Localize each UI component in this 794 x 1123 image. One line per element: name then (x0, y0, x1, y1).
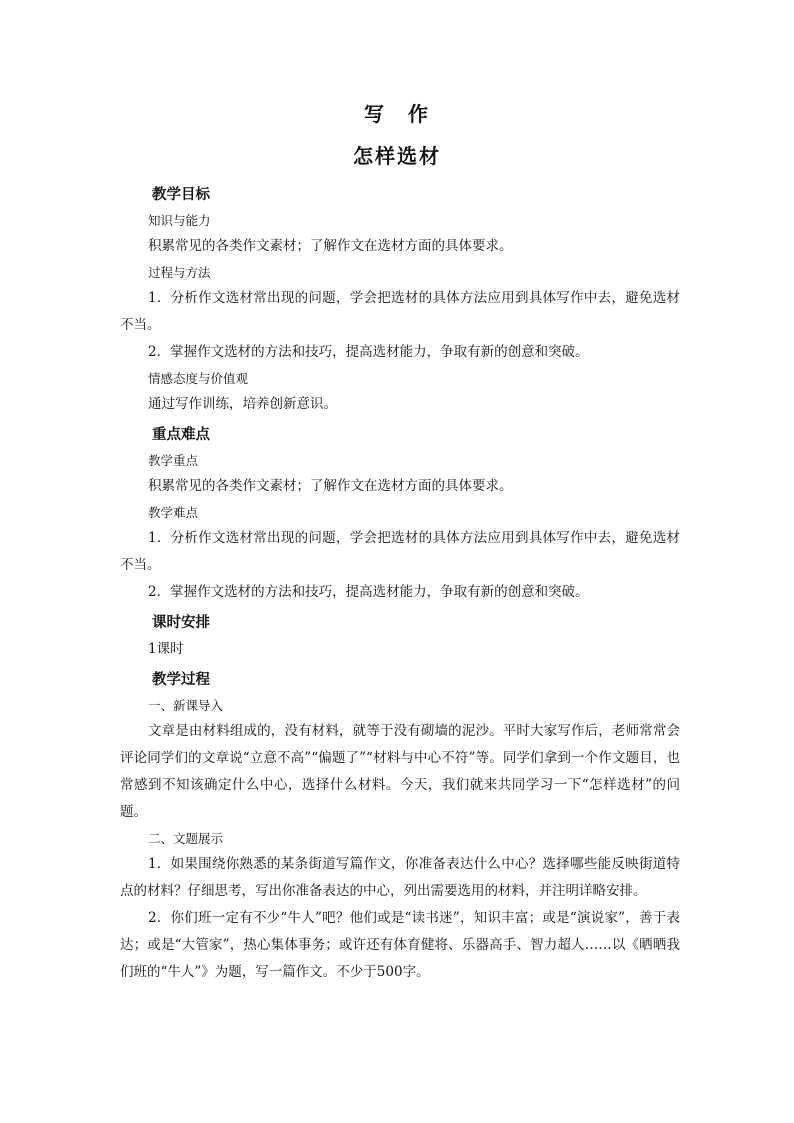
subheading-intro: 一、新课导入 (148, 698, 224, 713)
section-heading-process: 教学过程 (152, 672, 210, 688)
paragraph-process-1: 1．分析作文选材常出现的问题，学会把选材的具体方法应用到具体写作中去，避免选材不当。 (120, 290, 680, 333)
paragraph-difficulty-2: 2．掌握作文选材的方法和技巧，提高选材能力，争取有新的创意和突破。 (148, 584, 589, 600)
section-heading-objectives: 教学目标 (152, 187, 210, 203)
section-heading-key-points: 重点难点 (152, 427, 210, 443)
paragraph-topic-2: 2．你们班一定有不少“牛人”吧？他们或是“读书迷”，知识丰富；或是“演说家”，善于表达；或是“大管家”，热心集体事务；或许还有体育健将、乐器高手、智力超人……以《晒晒我们班的“牛人”》为题，写一篇作文。不少于500字。 (120, 910, 680, 980)
subheading-knowledge: 知识与能力 (148, 213, 211, 228)
paragraph-knowledge: 积累常见的各类作文素材；了解作文在选材方面的具体要求。 (148, 238, 513, 254)
subheading-topics: 二、文题展示 (148, 831, 224, 846)
paragraph-schedule: 1课时 (148, 641, 184, 657)
document-title: 写 作 (364, 102, 430, 126)
paragraph-topic-1: 1．如果围绕你熟悉的某条街道写篇作文，你准备表达什么中心？选择哪些能反映街道特点的材料？仔细思考，写出你准备表达的中心，列出需要选用的材料，并注明详略安排。 (120, 856, 680, 899)
paragraph-process-2: 2．掌握作文选材的方法和技巧，提高选材能力，争取有新的创意和突破。 (148, 344, 589, 360)
paragraph-intro: 文章是由材料组成的，没有材料，就等于没有砌墙的泥沙。平时大家写作后，老师常常会评论同学们的文章说“立意不高”“偏题了”“材料与中心不符”等。同学们拿到一个作文题目，也常感到不知该确定什么中心，选择什么材料。今天，我们就来共同学习一下“怎样选材”的问题。 (120, 723, 680, 820)
subheading-difficulty: 教学难点 (148, 505, 199, 520)
document-subtitle: 怎样选材 (353, 144, 441, 168)
section-heading-schedule: 课时安排 (152, 615, 210, 631)
document-body (120, 178, 680, 986)
subheading-focus: 教学重点 (148, 453, 199, 468)
subheading-emotion: 情感态度与价值观 (148, 371, 249, 386)
paragraph-emotion: 通过写作训练，培养创新意识。 (148, 396, 337, 412)
paragraph-focus: 积累常见的各类作文素材；了解作文在选材方面的具体要求。 (148, 478, 513, 494)
subheading-process-method: 过程与方法 (148, 265, 211, 280)
paragraph-difficulty-1: 1．分析作文选材常出现的问题，学会把选材的具体方法应用到具体写作中去，避免选材不当。 (120, 530, 680, 573)
